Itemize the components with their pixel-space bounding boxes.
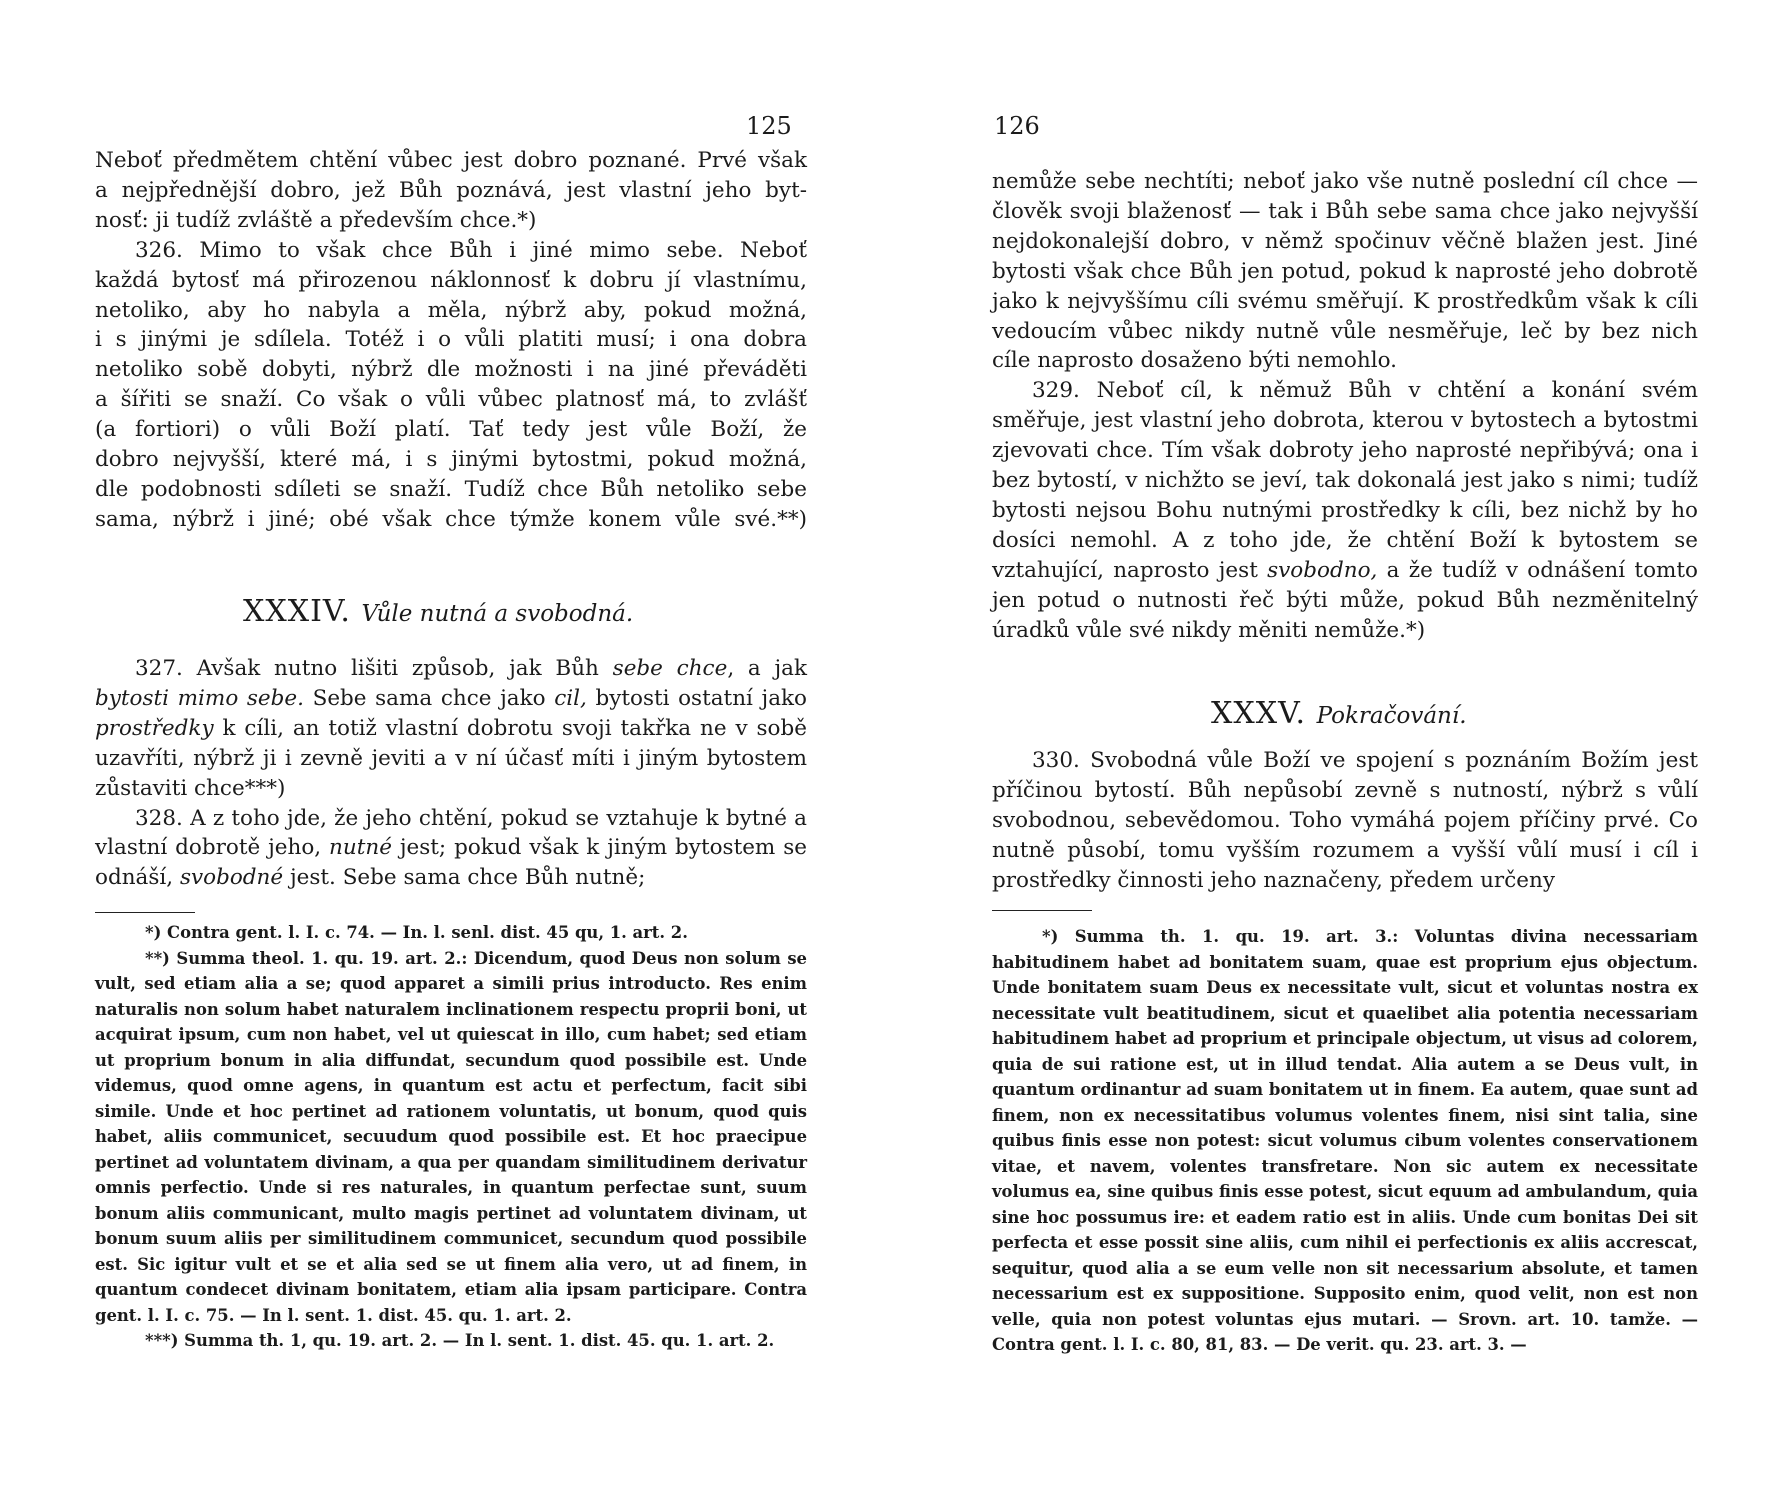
right-page xyxy=(893,0,1786,1500)
page-number: 126 xyxy=(994,112,1040,140)
footnote-rule xyxy=(95,912,195,913)
footnote-1: *) Contra gent. l. I. c. 74. — In. l. senl. dist. 45 qu, 1. art. 2. xyxy=(145,923,688,942)
body-text-bottom xyxy=(992,746,1698,896)
section-heading-xxxv xyxy=(1211,696,1467,731)
section-heading-xxxiv xyxy=(243,594,633,629)
text-line: i s jinými je sdílela. Totéž i o vůli platiti musí; i ona dobra xyxy=(95,327,807,353)
body-text-bottom xyxy=(95,654,807,893)
footnote-rule xyxy=(992,910,1092,911)
text-line: Neboť předmětem chtění vůbec jest dobro poznané. Prvé však xyxy=(95,148,807,173)
body-text-top xyxy=(992,167,1698,646)
text-line: každá bytosť má přirozenou náklonnosť k dobru jí vlastnímu, xyxy=(95,267,807,293)
paragraph-328: 328. A z toho jde, že jeho chtění, pokud se vztahuje k bytné a vlastní dobrotě jeho, nutné jest; pokud však k jiným bytostem se odnáší, svobodné jest. Sebe sama chce Bůh nutně; xyxy=(95,805,807,891)
text-line: a šířiti se snaží. Co však o vůli vůbec platnosť má, to zvlášť xyxy=(95,387,807,413)
footnotes xyxy=(95,920,807,1354)
text-line: nosť: ji tudíž zvláště a především chce.*) xyxy=(95,207,537,233)
paragraph-329: 329. Neboť cíl, k němuž Bůh v chtění a konání svém směřuje, jest vlastní jeho dobrota, kterou v bytostech a bytostmi zjevovati chce. Tím však dobroty jeho naprosté nepřibývá; ona i bez bytostí, v nichžto se jeví, tak dokonalá jest jako s nimi; tudíž bytosti nejsou Bohu nutnými prostředky k cíli, bez nichž by ho dosíci nemohl. A z toho jde, že chtění Boží k bytostem se vztahující, naprosto jest svobodno, a že tudíž v odnášení tomto jen potud o nutnosti řeč býti může, pokud Bůh nezměnitelný úradků vůle své nikdy měniti nemůže.*) xyxy=(992,378,1698,643)
text-line: netoliko sobě dobyti, nýbrž dle možnosti i na jiné převáděti xyxy=(95,357,807,383)
paragraph-327: 327. Avšak nutno lišiti způsob, jak Bůh sebe chce, a jak bytosti mimo sebe. Sebe sama chce jako cil, bytosti ostatní jako prostředky k cíli, an totiž vlastní dobrotu svoji takřka ne v sobě uzavříti, nýbrž ji i zevně jeviti a v ní účasť míti i jiným bytostem zůstaviti chce***) xyxy=(95,656,807,801)
text-line: sama, nýbrž i jiné; obé však chce týmže konem vůle své.**) xyxy=(95,506,807,532)
text-line: 326. Mimo to však chce Bůh i jiné mimo sebe. Neboť xyxy=(135,237,807,263)
footnote-2: **) Summa theol. 1. qu. 19. art. 2.: Dicendum, quod Deus non solum se vult, sed etiam alia a se; quod apparet a simili prius introducto. Res enim naturalis non solum habet naturalem inclinationem respectu proprii boni, ut acquirat ipsum, cum non habet, vel ut quiescat in illo, cum habet; sed etiam ut proprium bonum in alia diffundat, secundum quod possibile est. Unde videmus, quod omne agens, in quantum est actu et perfectum, facit sibi simile. Unde et hoc pertinet ad rationem voluntatis, ut bonum, quod quis habet, aliis communicet, secuudum quod possibile est. Et hoc praecipue pertinet ad voluntatem divinam, a qua per quandam similitudinem derivatur omnis perfectio. Unde si res naturales, in quantum perfectae sunt, suum bonum aliis communicant, multo magis pertinet ad voluntatem divinam, ut bonum suum aliis per similitudinem communicet, secundum quod possibile est. Sic igitur vult et se et alia sed se ut finem alia vero, ut ad finem, in quantum condecet divinam bonitatem, etiam alia ipsam participare. Contra gent. l. I. c. 75. — In l. sent. 1. dist. 45. qu. 1. art. 2. xyxy=(95,948,807,1325)
text-line: a nejpřednější dobro, jež Bůh poznává, jest vlastní jeho byt- xyxy=(95,177,807,203)
heading-title: Vůle nutná a svobodná. xyxy=(361,601,634,627)
heading-number: XXXV. xyxy=(1211,696,1307,731)
body-text-top xyxy=(95,146,807,535)
page-number: 125 xyxy=(746,112,792,140)
text-line: (a fortiori) o vůli Boží platí. Tať tedy jest vůle Boží, že xyxy=(95,417,807,443)
text-line: dobro nejvyšší, které má, i s jinými bytostmi, pokud možná, xyxy=(95,447,807,473)
footnote-1: *) Summa th. 1. qu. 19. art. 3.: Voluntas divina necessariam habitudinem habet ad bonitatem suam, quae est proprium ejus objectum. Unde bonitatem suam Deus ex necessitate vult, sicut et voluntas nostra ex necessitate vult beatitudinem, sicut et quaelibet alia potentia necessariam habitudinem habet ad proprium et principale objectum, ut visus ad colorem, quia de sui ratione est, ut in illud tendat. Alia autem a se Deus vult, in quantum ordinantur ad suam bonitatem ut in finem. Ea autem, quae sunt ad finem, non ex necessitatibus volumus volentes finem, nisi sint talia, sine quibus finis esse non potest: sicut volumus cibum volentes conservationem vitae, et navem, volentes transfretare. Non sic autem ex necessitate volumus ea, sine quibus finis esse potest, sicut equum ad ambulandum, quia sine hoc possumus ire: et eadem ratio est in aliis. Unde cum bonitas Dei sit perfecta et esse possit sine aliis, cum nihil ei perfectionis ex aliis accrescat, sequitur, quod alia a se eum velle non sit necessarium absolute, et tamen necessarium est ex suppositione. Supposito enim, quod velit, non est non velle, quia non potest voluntas ejus mutari. — Srovn. art. 10. tamže. — Contra gent. l. I. c. 80, 81, 83. — De verit. qu. 23. art. 3. — xyxy=(992,927,1698,1354)
footnotes xyxy=(992,924,1698,1358)
text-line: netoliko, aby ho nabyla a měla, nýbrž aby, pokud možná, xyxy=(95,297,807,323)
heading-title: Pokračování. xyxy=(1316,703,1467,729)
paragraph-330: 330. Svobodná vůle Boží ve spojení s poznáním Božím jest příčinou bytostí. Bůh nepůsobí zevně s nutností, nýbrž s vůlí svobodnou, sebevědomou. Toho vymáhá pojem příčiny prvé. Co nutně působí, tomu vyšším rozumem a vyšší vůlí musí i cíl i prostředky činnosti jeho naznačeny, předem určeny xyxy=(992,748,1698,893)
paragraph-continued: nemůže sebe nechtíti; neboť jako vše nutně poslední cíl chce — člověk svoji blaženosť — tak i Bůh sebe sama chce jako nejvyšší nejdokonalejší dobro, v němž spočinuv věčně blažen jest. Jiné bytosti však chce Bůh jen potud, pokud k naprosté jeho dobrotě jako k nejvyššímu cíli svému směřují. K prostředkům však k cíli vedoucím vůbec nikdy nutně vůle nesměřuje, leč by bez nich cíle naprosto dosaženo býti nemohlo. xyxy=(992,169,1698,374)
heading-number: XXXIV. xyxy=(243,594,351,629)
text-line: dle podobnosti sdíleti se snaží. Tudíž chce Bůh netoliko sebe xyxy=(95,476,807,502)
footnote-3: ***) Summa th. 1, qu. 19. art. 2. — In l. sent. 1. dist. 45. qu. 1. art. 2. xyxy=(145,1331,775,1350)
